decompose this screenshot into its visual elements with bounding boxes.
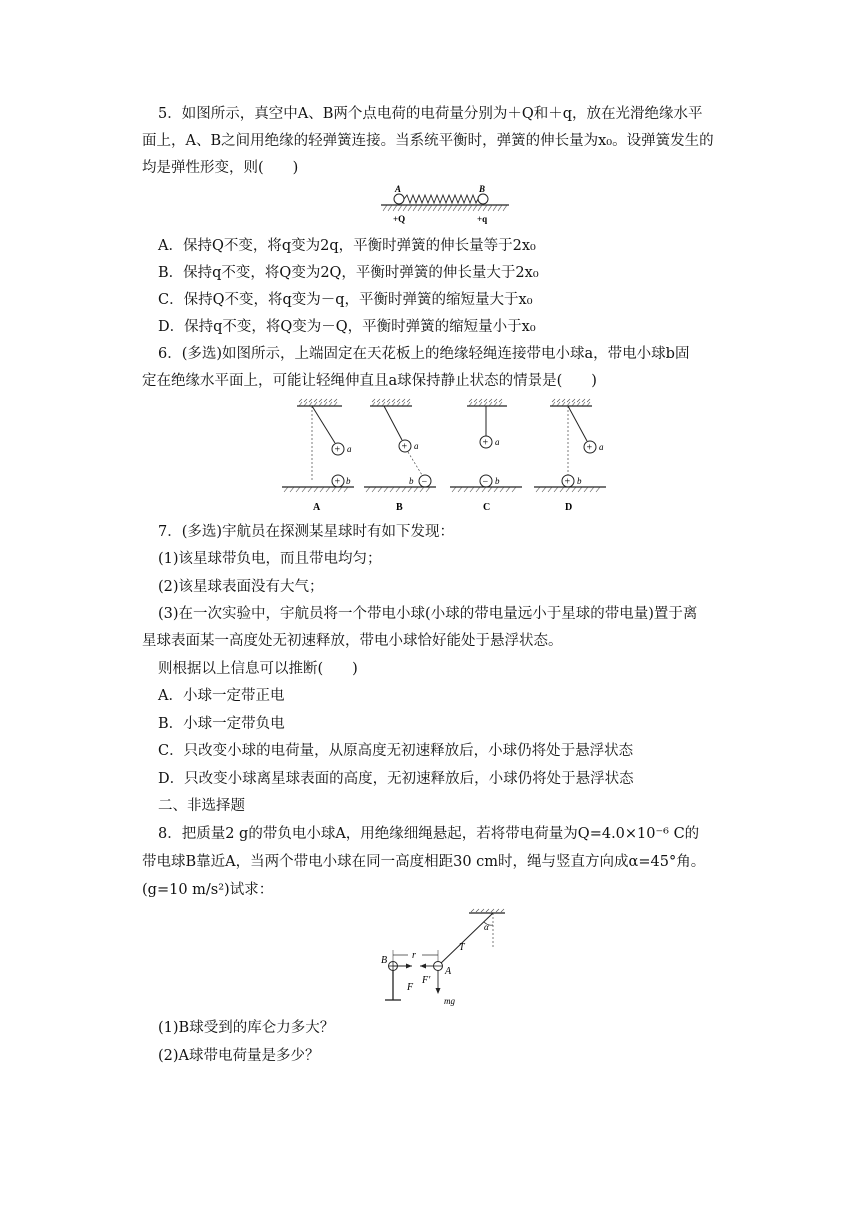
q6-panel-c — [450, 399, 522, 513]
q5-option-d: D．保持q不变，将Q变为－Q，平衡时弹簧的缩短量小于x₀ — [158, 319, 536, 335]
q8-figure — [372, 908, 518, 1012]
q6-panel-d — [534, 399, 606, 513]
q5-label-b: B — [479, 184, 486, 194]
q6-d-sign-a: + — [586, 442, 593, 454]
q8-subq-1: (1)B球受到的库仑力多大？ — [158, 1020, 335, 1036]
q7-line-4: (3)在一次实验中，宇航员将一个带电小球(小球的带电量远小于星球的带电量)置于离 — [158, 606, 698, 622]
q5-line-3: 均是弹性形变，则( ) — [142, 160, 299, 176]
q6-c-ball-a: a — [495, 437, 500, 447]
q6-panel-label-a: A — [313, 502, 321, 513]
q5-charge-a: +Q — [393, 214, 406, 224]
q6-a-ball-a: a — [347, 444, 352, 454]
q6-panel-label-c: C — [483, 502, 491, 513]
q6-panel-label-d: D — [565, 502, 573, 513]
q8-subq-2: (2)A球带电荷量是多少？ — [158, 1048, 320, 1064]
q6-b-ball-b: b — [409, 476, 414, 486]
q6-d-ball-b: b — [577, 476, 582, 486]
q5-charge-b: +q — [477, 214, 488, 224]
q6-panel-b — [364, 399, 436, 513]
q6-c-sign-b: − — [482, 476, 489, 488]
q7-line-6: 则根据以上信息可以推断( ) — [158, 661, 358, 677]
q8-label-t: T — [459, 942, 465, 953]
q6-line-2: 定在绝缘水平面上，可能让轻绳伸直且a球保持静止状态的情景是( ) — [142, 373, 597, 389]
q6-a-sign-b: + — [334, 476, 341, 488]
q6-panel-label-b: B — [396, 502, 403, 513]
q7-option-c: C．只改变小球的电荷量，从原高度无初速释放后，小球仍将处于悬浮状态 — [158, 743, 634, 759]
q8-line-2: 带电球B靠近A，当两个带电小球在同一高度相距30 cm时，绳与竖直方向成α=45°角。 — [142, 854, 706, 870]
q6-d-ball-a: a — [599, 442, 604, 452]
q7-option-b: B．小球一定带负电 — [158, 716, 285, 732]
q6-a-ball-b: b — [346, 476, 351, 486]
q6-figure — [282, 398, 622, 516]
q8-alpha: α — [484, 922, 489, 932]
q6-c-ball-b: b — [495, 476, 500, 486]
q6-line-1: 6．(多选)如图所示，上端固定在天花板上的绝缘轻绳连接带电小球a，带电小球b固 — [158, 346, 690, 362]
q7-line-5: 星球表面某一高度处无初速释放，带电小球恰好能处于悬浮状态。 — [142, 633, 563, 649]
q6-b-sign-b: − — [421, 476, 428, 488]
q5-label-a: A — [395, 184, 402, 194]
q7-option-a: A．小球一定带正电 — [158, 688, 285, 704]
q5-line-2: 面上，A、B之间用绝缘的轻弹簧连接。当系统平衡时，弹簧的伸长量为x₀。设弹簧发生的 — [142, 133, 714, 149]
q7-line-2: (1)该星球带负电，而且带电均匀； — [158, 551, 382, 567]
section-heading: 二、非选择题 — [158, 798, 245, 814]
q8-label-r: r — [412, 950, 416, 961]
q6-b-sign-a: + — [401, 441, 408, 453]
q6-a-sign-a: + — [334, 444, 341, 456]
q6-b-ball-a: a — [414, 441, 419, 451]
q8-label-mg: mg — [444, 996, 455, 1006]
q8-line-1: 8．把质量2 g的带负电小球A，用绝缘细绳悬起，若将带电荷量为Q=4.0×10⁻⁶ C的 — [158, 826, 700, 842]
q5-option-b: B．保持q不变，将Q变为2Q，平衡时弹簧的伸长量大于2x₀ — [158, 265, 539, 281]
q5-line-1: 5．如图所示，真空中A、B两个点电荷的电荷量分别为＋Q和＋q，放在光滑绝缘水平 — [158, 106, 703, 122]
q8-label-a: A — [445, 966, 452, 977]
q5-option-a: A．保持Q不变，将q变为2q，平衡时弹簧的伸长量等于2x₀ — [158, 238, 536, 254]
q8-label-fp: F′ — [422, 975, 431, 986]
q7-line-3: (2)该星球表面没有大气； — [158, 579, 324, 595]
q8-label-b: B — [381, 955, 388, 966]
q6-c-sign-a: + — [482, 437, 489, 449]
q8-label-f: F — [407, 982, 414, 993]
q8-line-3: (g=10 m/s²)试求： — [142, 882, 274, 898]
q5-spring-figure — [378, 184, 512, 226]
q6-d-sign-b: + — [564, 476, 571, 488]
q7-line-1: 7．(多选)宇航员在探测某星球时有如下发现： — [158, 524, 455, 540]
q6-panel-a — [282, 399, 354, 513]
q5-option-c: C．保持Q不变，将q变为－q，平衡时弹簧的缩短量大于x₀ — [158, 292, 533, 308]
q7-option-d: D．只改变小球离星球表面的高度，无初速释放后，小球仍将处于悬浮状态 — [158, 771, 634, 787]
